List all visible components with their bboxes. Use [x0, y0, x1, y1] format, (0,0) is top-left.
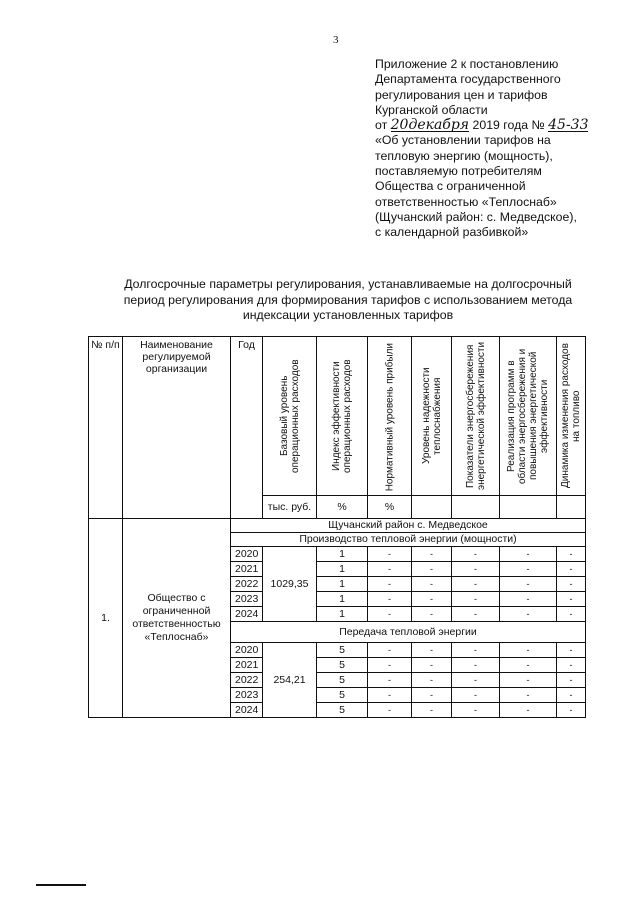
- header-reliability-level: Уровень надежности теплоснабжения: [412, 337, 452, 496]
- year-cell: 2020: [231, 547, 263, 562]
- profit-value: -: [368, 688, 412, 703]
- reliability-value: -: [412, 688, 452, 703]
- appendix-subject-line: «Об установлении тарифов на: [375, 133, 551, 148]
- header-programs: Реализация программ в области энергосбережения и повышения энергетической эффективности: [500, 337, 557, 496]
- efficiency-value: 1: [317, 592, 368, 607]
- activity-title-production: Производство тепловой энергии (мощности): [231, 533, 586, 547]
- header-row: [89, 337, 586, 496]
- efficiency-value: 1: [317, 577, 368, 592]
- organization-name: Общество с ограниченной ответственностью «Теплоснаб»: [123, 519, 231, 718]
- header-year: Год: [231, 337, 263, 519]
- fuel-value: -: [557, 658, 586, 673]
- handwritten-date: 20декабря: [390, 117, 470, 134]
- saving-value: -: [452, 547, 500, 562]
- saving-value: -: [452, 562, 500, 577]
- saving-value: -: [452, 643, 500, 658]
- appendix-block: [375, 57, 615, 241]
- reliability-value: -: [412, 547, 452, 562]
- base-level-value: 1029,35: [263, 547, 317, 622]
- programs-value: -: [500, 658, 557, 673]
- profit-value: -: [368, 703, 412, 718]
- header-base-level: Базовый уровень операционных расходов: [263, 337, 317, 496]
- appendix-subject-line: ответственностью «Теплоснаб»: [375, 194, 557, 209]
- reliability-value: -: [412, 658, 452, 673]
- base-level-value: 254,21: [263, 643, 317, 718]
- year-cell: 2023: [231, 688, 263, 703]
- fuel-value: -: [557, 577, 586, 592]
- saving-value: -: [452, 658, 500, 673]
- footnote-divider: [36, 884, 86, 886]
- efficiency-value: 1: [317, 547, 368, 562]
- appendix-subject-line: с календарной разбивкой»: [375, 225, 529, 240]
- header-profit-level: Нормативный уровень прибыли: [368, 337, 412, 496]
- page-number: 3: [333, 34, 339, 46]
- profit-value: -: [368, 658, 412, 673]
- efficiency-value: 5: [317, 658, 368, 673]
- saving-value: -: [452, 592, 500, 607]
- fuel-value: -: [557, 547, 586, 562]
- efficiency-value: 5: [317, 703, 368, 718]
- title-line: Долгосрочные параметры регулирования, устанавливаемые на долгосрочный: [124, 277, 572, 291]
- efficiency-value: 5: [317, 673, 368, 688]
- year-cell: 2021: [231, 658, 263, 673]
- title-line: индексации установленных тарифов: [242, 308, 454, 322]
- header-number: № п/п: [89, 337, 123, 519]
- profit-value: -: [368, 592, 412, 607]
- fuel-value: -: [557, 703, 586, 718]
- programs-value: -: [500, 592, 557, 607]
- programs-value: -: [500, 703, 557, 718]
- reliability-value: -: [412, 592, 452, 607]
- appendix-subject-line: Общества с ограниченной: [375, 179, 526, 194]
- parameters-table: [88, 336, 586, 718]
- reliability-value: -: [412, 673, 452, 688]
- header-efficiency-index: Индекс эффективности операционных расходов: [317, 337, 368, 496]
- location-row: [89, 519, 586, 533]
- fuel-value: -: [557, 607, 586, 622]
- year-cell: 2022: [231, 673, 263, 688]
- profit-value: -: [368, 577, 412, 592]
- programs-value: -: [500, 562, 557, 577]
- year-cell: 2024: [231, 607, 263, 622]
- fuel-value: -: [557, 643, 586, 658]
- location-title: Щучанский район с. Медведское: [231, 519, 586, 533]
- saving-value: -: [452, 577, 500, 592]
- saving-value: -: [452, 607, 500, 622]
- appendix-subject-line: (Щучанский район: с. Медведское),: [375, 209, 577, 224]
- programs-value: -: [500, 688, 557, 703]
- year-cell: 2024: [231, 703, 263, 718]
- programs-value: -: [500, 673, 557, 688]
- year-cell: 2020: [231, 643, 263, 658]
- header-energy-saving: Показатели энергосбережения энергетической эффективности: [452, 337, 500, 496]
- unit-empty: [452, 496, 500, 519]
- document-title: [108, 277, 588, 324]
- programs-value: -: [500, 577, 557, 592]
- efficiency-value: 5: [317, 643, 368, 658]
- profit-value: -: [368, 607, 412, 622]
- reliability-value: -: [412, 577, 452, 592]
- reliability-value: -: [412, 643, 452, 658]
- title-line: период регулирования для формирования тарифов с использованием метода: [123, 292, 573, 307]
- reliability-value: -: [412, 703, 452, 718]
- date-year: 2019 года №: [472, 118, 545, 133]
- fuel-value: -: [557, 673, 586, 688]
- appendix-date-line: [375, 118, 615, 133]
- reliability-value: -: [412, 607, 452, 622]
- fuel-value: -: [557, 688, 586, 703]
- year-cell: 2023: [231, 592, 263, 607]
- profit-value: -: [368, 562, 412, 577]
- unit-empty: [500, 496, 557, 519]
- saving-value: -: [452, 673, 500, 688]
- year-cell: 2022: [231, 577, 263, 592]
- year-cell: 2021: [231, 562, 263, 577]
- activity-title-transmission: Передача тепловой энергии: [231, 622, 586, 643]
- date-prefix: от: [375, 118, 388, 133]
- row-number: 1.: [89, 519, 123, 718]
- efficiency-value: 1: [317, 607, 368, 622]
- unit-efficiency-index: %: [317, 496, 368, 519]
- saving-value: -: [452, 703, 500, 718]
- unit-empty: [412, 496, 452, 519]
- appendix-line: Департамента государственного: [375, 72, 561, 87]
- efficiency-value: 5: [317, 688, 368, 703]
- unit-empty: [557, 496, 586, 519]
- fuel-value: -: [557, 562, 586, 577]
- fuel-value: -: [557, 592, 586, 607]
- reliability-value: -: [412, 562, 452, 577]
- programs-value: -: [500, 607, 557, 622]
- unit-base-level: тыс. руб.: [263, 496, 317, 519]
- profit-value: -: [368, 547, 412, 562]
- appendix-line: Приложение 2 к постановлению: [375, 57, 559, 71]
- header-organization: Наименование регулируемой организации: [123, 337, 231, 519]
- appendix-subject-line: поставляемую потребителям: [375, 164, 542, 179]
- handwritten-number: 45-33: [548, 117, 589, 134]
- efficiency-value: 1: [317, 562, 368, 577]
- appendix-line: Курганской области: [375, 102, 488, 117]
- profit-value: -: [368, 673, 412, 688]
- header-fuel-dynamics: Динамика изменения расходов на топливо: [557, 337, 586, 496]
- profit-value: -: [368, 643, 412, 658]
- unit-profit-level: %: [368, 496, 412, 519]
- appendix-subject-line: тепловую энергию (мощность),: [375, 148, 553, 163]
- programs-value: -: [500, 643, 557, 658]
- appendix-line: регулирования цен и тарифов: [375, 87, 548, 102]
- programs-value: -: [500, 547, 557, 562]
- saving-value: -: [452, 688, 500, 703]
